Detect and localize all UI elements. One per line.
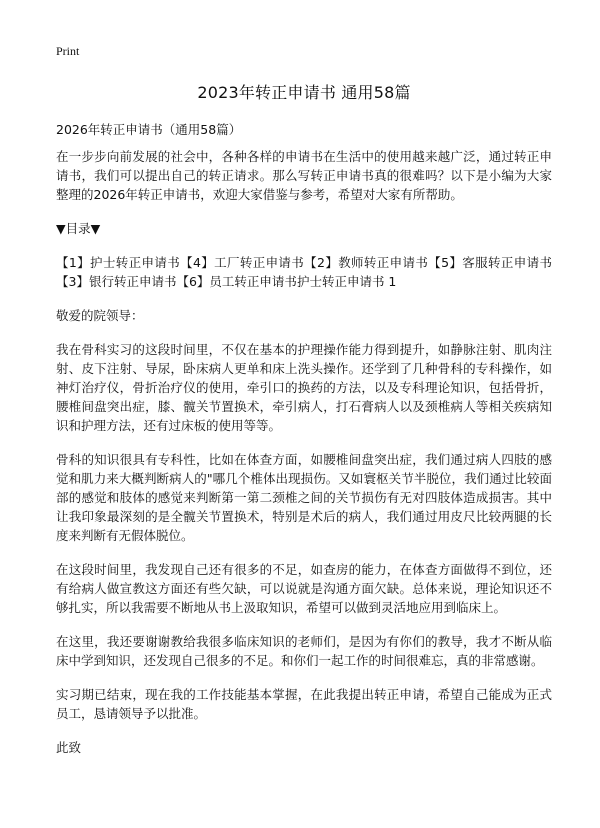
body-paragraph: 实习期已结束，现在我的工作技能基本掌握，在此我提出转正申请，希望自己能成为正式员工，恳请领导予以批准。 [56,687,552,721]
intro-paragraph: 在一步步向前发展的社会中，各种各样的申请书在生活中的使用越来越广泛，通过转正申请书，我们可以提出自己的转正请求。那么写转正申请书真的很难吗？以下是小编为大家整理的2026年转正申请书，欢迎大家借鉴与参考，希望对大家有所帮助。 [56,149,552,202]
salutation: 敬爱的院领导： [56,308,144,323]
closing-line: 此致 [56,740,82,755]
document-subtitle: 2026年转正申请书（通用58篇） [56,122,242,137]
toc-item-bank[interactable]: 【3】银行转正申请书 [56,274,177,289]
toc-item-factory[interactable]: 【4】工厂转正申请书 [180,255,305,270]
print-link[interactable]: Print [56,44,80,58]
table-of-contents [56,253,552,291]
toc-item-teacher[interactable]: 【2】教师转正申请书 [304,255,429,270]
toc-item-customer-service[interactable]: 【5】客服转正申请书 [428,255,552,270]
body-paragraph: 在这里，我还要谢谢教给我很多临床知识的老师们，是因为有你们的教导，我才不断从临床中学到知识，还发现自己很多的不足。和你们一起工作的时间很难忘，真的非常感谢。 [56,634,552,668]
toc-item-nurse[interactable]: 【1】护士转正申请书 [56,255,181,270]
body-paragraph: 在这段时间里，我发现自己还有很多的不足，如查房的能力，在体查方面做得不到位，还有给病人做宣教这方面还有些欠缺，可以说就是沟通方面欠缺。总体来说，理论知识还不够扎实，所以我需要不断地从书上汲取知识，希望可以做到灵活地应用到临床上。 [56,562,552,615]
body-paragraph: 我在骨科实习的这段时间里，不仅在基本的护理操作能力得到提升，如静脉注射、肌肉注射、皮下注射、导尿，卧床病人更单和床上洗头操作。还学到了几种骨科的专科操作，如神灯治疗仪，骨折治疗仪的使用，牵引口的换药的方法，以及专科理论知识，包括骨折，腰椎间盘突出症，膝、髋关节置换术，牵引病人，打石膏病人以及颈椎病人等相关疾病知识和护理方法，还有过床板的使用等等。 [56,342,552,433]
toc-heading: ▼目录▼ [56,221,101,236]
section-heading: 护士转正申请书 1 [296,274,397,289]
document-title: 2023年转正申请书 通用58篇 [197,83,411,102]
toc-item-employee[interactable]: 【6】员工转正申请书 [176,274,297,289]
body-paragraph: 骨科的知识很具有专科性，比如在体查方面，如腰椎间盘突出症，我们通过病人四肢的感觉和肌力来大概判断病人的"哪几个椎体出现损伤。又如寰枢关节半脱位，我们通过比较面部的感觉和肢体的感觉来判断第一第二颈椎之间的关节损伤有无对四肢体造成损害。其中让我印象最深刻的是全髋关节置换术，特别是术后的病人，我们通过用皮尺比较两腿的长度来判断有无假体脱位。 [56,452,552,543]
